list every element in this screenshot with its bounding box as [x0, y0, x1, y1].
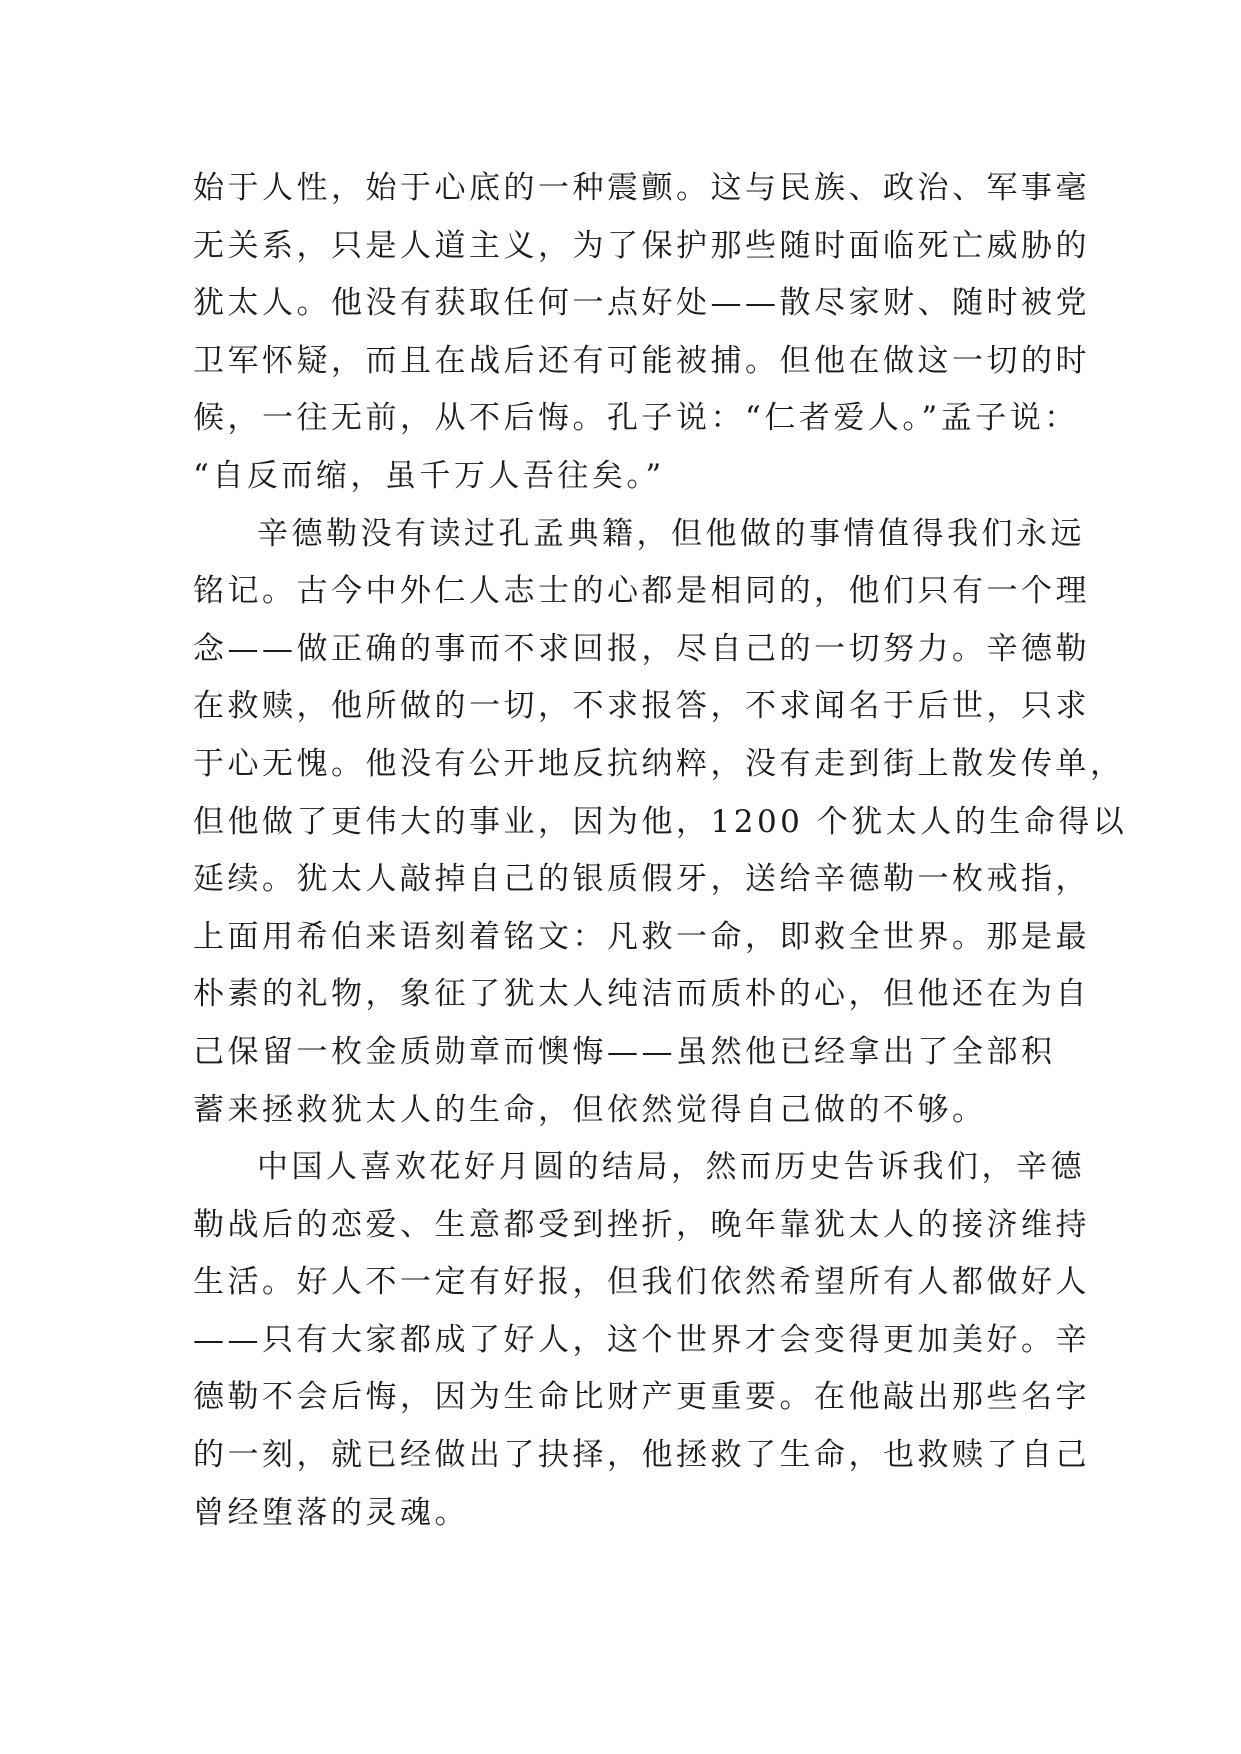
text-line: 的一刻，就已经做出了抉择，他拯救了生命，也救赎了自己	[193, 1437, 1090, 1474]
text-line: 始于人性，始于心底的一种震颤。这与民族、政治、军事毫	[193, 170, 1090, 206]
text-line: 德勒不会后悔，因为生命比财产更重要。在他敲出那些名字	[193, 1379, 1090, 1416]
paragraph-2	[193, 506, 1128, 1140]
text-line: 铭记。古今中外仁人志士的心都是相同的，他们只有一个理	[193, 573, 1090, 610]
text-line: 在救赎，他所做的一切，不求报答，不求闻名于后世，只求	[193, 688, 1090, 725]
text-line: 候，一往无前，从不后悔。孔子说：“仁者爱人。”孟子说：	[193, 400, 1079, 437]
text-line: 上面用希伯来语刻着铭文：凡救一命，即救全世界。那是最	[193, 918, 1090, 955]
text-line: 但他做了更伟大的事业，因为他，1200 个犹太人的生命得以	[193, 803, 1128, 840]
text-line: 于心无愧。他没有公开地反抗纳粹，没有走到街上散发传单，	[193, 745, 1125, 782]
text-line: 曾经堕落的灵魂。	[193, 1494, 469, 1531]
text-line: 蓄来拯救犹太人的生命，但依然觉得自己做的不够。	[193, 1091, 987, 1128]
text-line: 犹太人。他没有获取任何一点好处——散尽家财、随时被党	[193, 285, 1090, 322]
text-line: 勒战后的恋爱、生意都受到挫折，晚年靠犹太人的接济维持	[193, 1206, 1090, 1243]
text-line: “自反而缩，虽千万人吾往矣。”	[193, 457, 665, 494]
text-line: 己保留一枚金质勋章而懊悔——虽然他已经拿出了全部积	[193, 1033, 1056, 1070]
text-line: 辛德勒没有读过孔孟典籍，但他做的事情值得我们永远	[257, 515, 1085, 552]
text-line: 中国人喜欢花好月圆的结局，然而历史告诉我们，辛德	[257, 1149, 1085, 1186]
text-line: 生活。好人不一定有好报，但我们依然希望所有人都做好人	[193, 1264, 1090, 1301]
text-line: 念——做正确的事而不求回报，尽自己的一切努力。辛德勒	[193, 630, 1090, 667]
text-line: 朴素的礼物，象征了犹太人纯洁而质朴的心，但他还在为自	[193, 976, 1090, 1013]
paragraph-3	[193, 1139, 1090, 1542]
text-line: ——只有大家都成了好人，这个世界才会变得更加美好。辛	[193, 1321, 1090, 1358]
document-body	[193, 160, 1128, 1542]
text-line: 延续。犹太人敲掉自己的银质假牙，送给辛德勒一枚戒指，	[193, 861, 1090, 898]
text-line: 卫军怀疑，而且在战后还有可能被捕。但他在做这一切的时	[193, 342, 1090, 379]
paragraph-1	[193, 160, 1090, 506]
text-line: 无关系，只是人道主义，为了保护那些随时面临死亡威胁的	[193, 227, 1090, 264]
